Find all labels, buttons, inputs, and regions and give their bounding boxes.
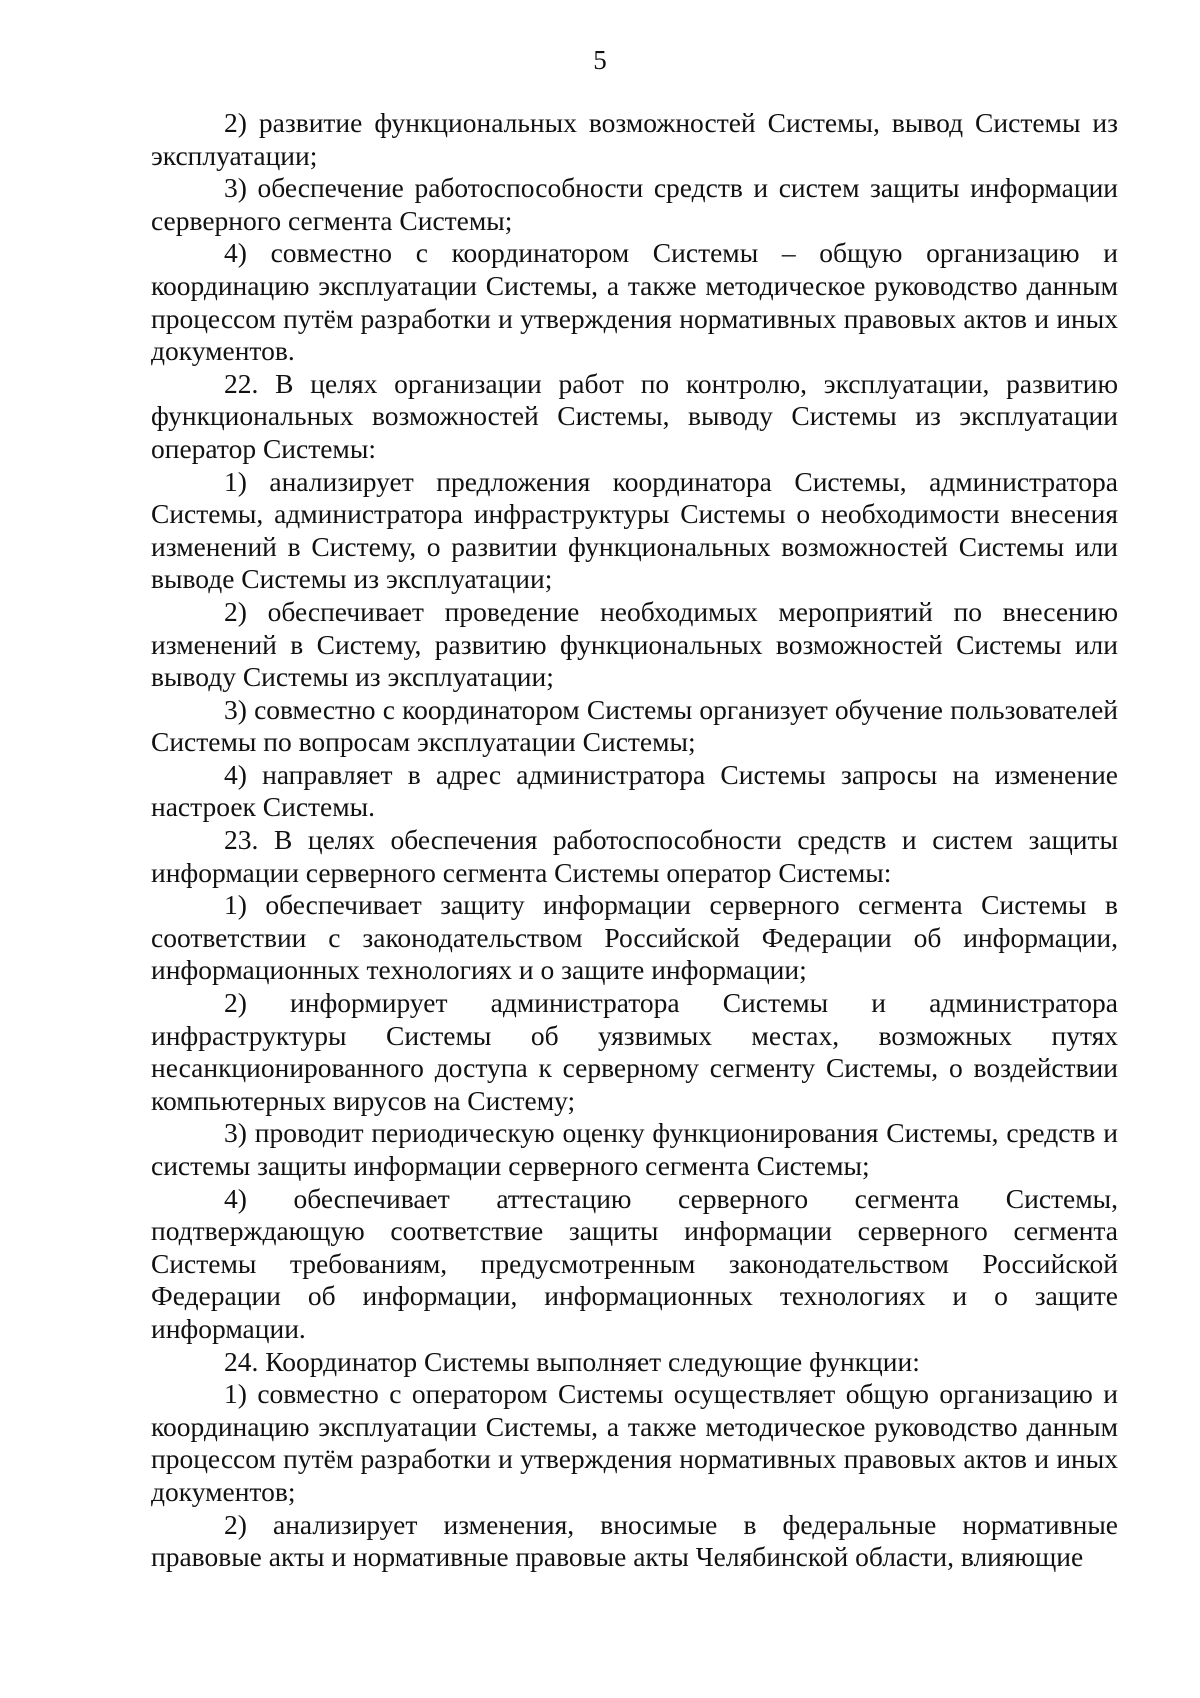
paragraph-section-24: 24. Координатор Системы выполняет следующие функции: bbox=[224, 1345, 920, 1377]
paragraph-item-2: 2) развитие функциональных возможностей Системы, вывод Системы из эксплуатации; bbox=[151, 107, 1118, 171]
paragraph-section-23: 23. В целях обеспечения работоспособности средств и систем защиты информации серверного сегмента Системы оператор Системы: bbox=[151, 824, 1118, 888]
paragraph-23-item-4: 4) обеспечивает аттестацию серверного сегмента Системы, подтверждающую соответствие защиты информации серверного сегмента Системы требованиям, предусмотренным законодательством Российской Федерации об информации, информационных технологиях и о защите информации. bbox=[151, 1182, 1118, 1344]
paragraph-23-item-1: 1) обеспечивает защиту информации серверного сегмента Системы в соответствии с законодательством Российской Федерации об информации, информационных технологиях и о защите информации; bbox=[151, 889, 1118, 986]
paragraph-item-4: 4) совместно с координатором Системы – общую организацию и координацию эксплуатации Системы, а также методическое руководство данным процессом путём разработки и утверждения нормативных правовых актов и иных документов. bbox=[151, 237, 1118, 367]
paragraph-item-3: 3) обеспечение работоспособности средств и систем защиты информации серверного сегмента Системы; bbox=[151, 172, 1118, 236]
page-number: 5 bbox=[593, 45, 607, 75]
paragraph-22-item-3: 3) совместно с координатором Системы организует обучение пользователей Системы по вопросам эксплуатации Системы; bbox=[151, 693, 1118, 758]
paragraph-23-item-2: 2) информирует администратора Системы и администратора инфраструктуры Системы об уязвимых местах, возможных путях несанкционированного доступа к серверному сегменту Системы, о воздействии компьютерных вирусов на Систему; bbox=[151, 987, 1118, 1116]
paragraph-24-item-2: 2) анализирует изменения, вносимые в федеральные нормативные правовые акты и нормативные правовые акты Челябинской области, влияющие bbox=[151, 1508, 1118, 1573]
paragraph-22-item-4: 4) направляет в адрес администратора Системы запросы на изменение настроек Системы. bbox=[151, 758, 1118, 823]
paragraph-24-item-1: 1) совместно с оператором Системы осуществляет общую организацию и координацию эксплуатации Системы, а также методическое руководство данным процессом путём разработки и утверждения нормативных правовых актов и иных документов; bbox=[151, 1378, 1118, 1507]
paragraph-23-item-3: 3) проводит периодическую оценку функционирования Системы, средств и системы защиты информации серверного сегмента Системы; bbox=[151, 1117, 1118, 1181]
paragraph-22-item-1: 1) анализирует предложения координатора Системы, администратора Системы, администратора инфраструктуры Системы о необходимости внесения изменений в Систему, о развитии функциональных возможностей Системы или выводе Системы из эксплуатации; bbox=[151, 465, 1118, 595]
paragraph-22-item-2: 2) обеспечивает проведение необходимых мероприятий по внесению изменений в Систему, развитию функциональных возможностей Системы или выводу Системы из эксплуатации; bbox=[151, 595, 1118, 693]
paragraph-section-22: 22. В целях организации работ по контролю, эксплуатации, развитию функциональных возможностей Системы, выводу Системы из эксплуатации оператор Системы: bbox=[151, 367, 1118, 464]
document-body bbox=[151, 107, 1118, 1574]
